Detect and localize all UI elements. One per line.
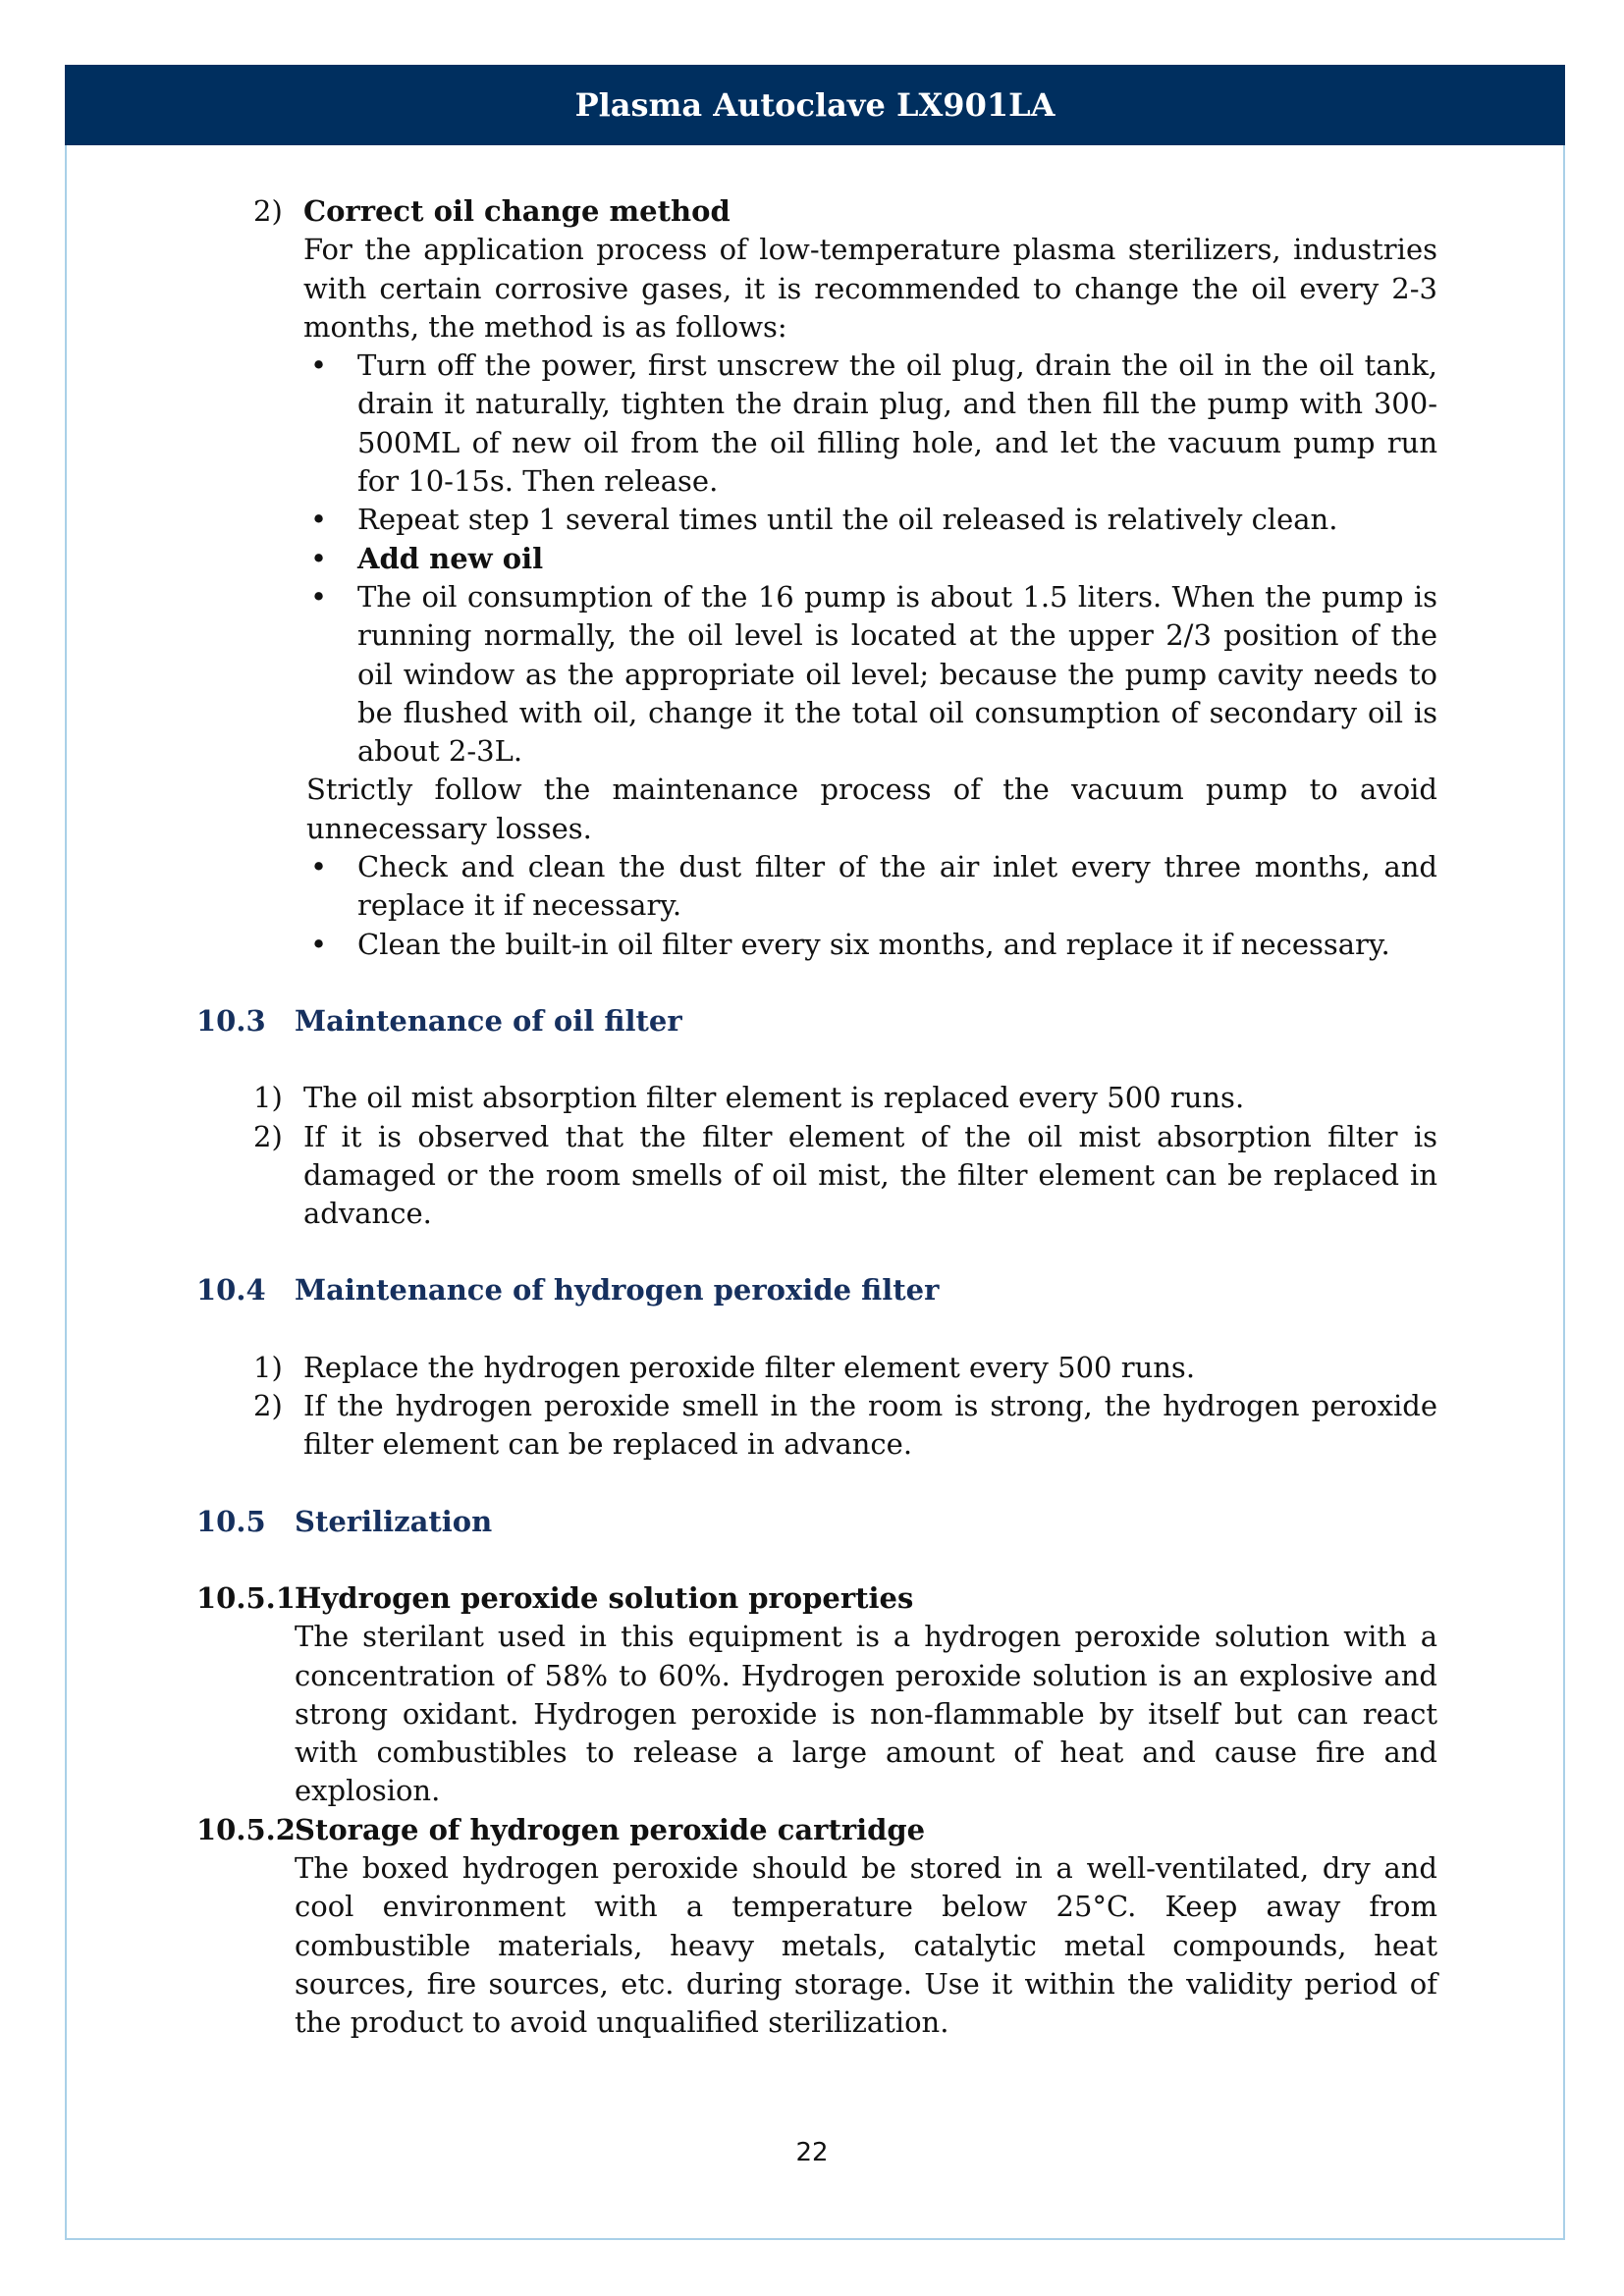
page-content (196, 192, 1437, 2042)
list-number: 2) (253, 1389, 283, 1423)
list-item (196, 926, 1437, 964)
bullet-icon: • (310, 503, 328, 537)
bullet-text: The oil consumption of the 16 pump is about 1.5 liters. When the pump is running normally, the oil level is located at the upper 2/3 position of the oil window as the appropriate oil level; because the pump cavity needs to be flushed with oil, change it the total oil consumption of secondary oil is about 2-3L. (357, 579, 1437, 769)
section-heading-10-3 (196, 1002, 1437, 1041)
bullet-icon: • (310, 927, 328, 961)
subsection-body: The boxed hydrogen peroxide should be stored in a well-ventilated, dry and cool environment with a temperature below 25°C. Keep away from combustible materials, heavy metals, catalytic metal compounds, heat sources, fire sources, etc. during storage. Use it within the validity period of the product to avoid unqualified sterilization. (295, 1850, 1437, 2040)
item-text: Replace the hydrogen peroxide filter element every 500 runs. (303, 1350, 1196, 1384)
section-number: 10.5 (196, 1504, 266, 1538)
list-number: 1) (253, 1350, 283, 1384)
bullet-icon: • (310, 579, 328, 614)
oil-change-heading (196, 192, 1437, 231)
section-heading-10-4 (196, 1271, 1437, 1309)
section-title: Sterilization (295, 1504, 493, 1538)
list-number: 2) (253, 1119, 283, 1153)
section-title: Maintenance of oil filter (295, 1003, 682, 1038)
bullet-text: Add new oil (357, 541, 544, 575)
section-title: Maintenance of hydrogen peroxide filter (295, 1273, 940, 1308)
document-title: Plasma Autoclave LX901LA (574, 86, 1056, 124)
section-number: 10.4 (196, 1273, 266, 1308)
oil-change-intro: For the application process of low-temperature plasma sterilizers, industries with certain corrosive gases, it is recommended to change the oil every 2-3 months, the method is as follows: (303, 233, 1437, 344)
list-item (196, 1349, 1437, 1387)
section-heading-10-5 (196, 1503, 1437, 1541)
subsection-number: 10.5.2 (196, 1812, 296, 1846)
bullet-text: Check and clean the dust filter of the air inlet every three months, and replace it if necessary. (357, 850, 1437, 923)
subsection-title: Hydrogen peroxide solution properties (295, 1580, 914, 1615)
page-header (65, 65, 1565, 145)
page-number: 22 (795, 2138, 829, 2167)
subsection-body: The sterilant used in this equipment is a hydrogen peroxide solution with a concentration of 58% to 60%. Hydrogen peroxide solution is an explosive and strong oxidant. Hydrogen peroxide is non-flammable by itself but can react with combustibles to release a large amount of heat and cause fire and explosion. (295, 1620, 1437, 1808)
list-item (196, 501, 1437, 539)
subsection-heading-10-5-2 (196, 1811, 1437, 1849)
list-item (196, 578, 1437, 771)
list-item (196, 347, 1437, 501)
bullet-text: Turn off the power, first unscrew the oil plug, drain the oil in the oil tank, drain it naturally, tighten the drain plug, and then fill the pump with 300-500ML of new oil from the oil filling hole, and let the vacuum pump run for 10-15s. Then release. (357, 348, 1437, 499)
list-item (196, 1387, 1437, 1465)
bullet-icon: • (310, 348, 328, 383)
bullet-icon: • (310, 850, 328, 884)
list-item (196, 540, 1437, 578)
subsection-title: Storage of hydrogen peroxide cartridge (295, 1812, 926, 1846)
list-item (196, 1079, 1437, 1117)
item-text: If the hydrogen peroxide smell in the room is strong, the hydrogen peroxide filter element can be replaced in advance. (303, 1389, 1437, 1462)
bullet-icon: • (310, 541, 328, 575)
maintenance-note: Strictly follow the maintenance process of the vacuum pump to avoid unnecessary losses. (306, 773, 1437, 845)
bullet-text: Clean the built-in oil filter every six months, and replace it if necessary. (357, 927, 1390, 961)
item-text: The oil mist absorption filter element is replaced every 500 runs. (303, 1081, 1245, 1115)
list-number: 2) (253, 194, 283, 228)
list-number: 1) (253, 1081, 283, 1115)
subsection-heading-10-5-1 (196, 1579, 1437, 1618)
item-text: If it is observed that the filter element of the oil mist absorption filter is damaged or the room smells of oil mist, the filter element can be replaced in advance. (303, 1119, 1437, 1231)
subsection-number: 10.5.1 (196, 1580, 296, 1615)
list-item (196, 1118, 1437, 1234)
heading-text: Correct oil change method (303, 194, 731, 228)
section-number: 10.3 (196, 1003, 266, 1038)
bullet-text: Repeat step 1 several times until the oil released is relatively clean. (357, 503, 1338, 537)
list-item (196, 848, 1437, 926)
